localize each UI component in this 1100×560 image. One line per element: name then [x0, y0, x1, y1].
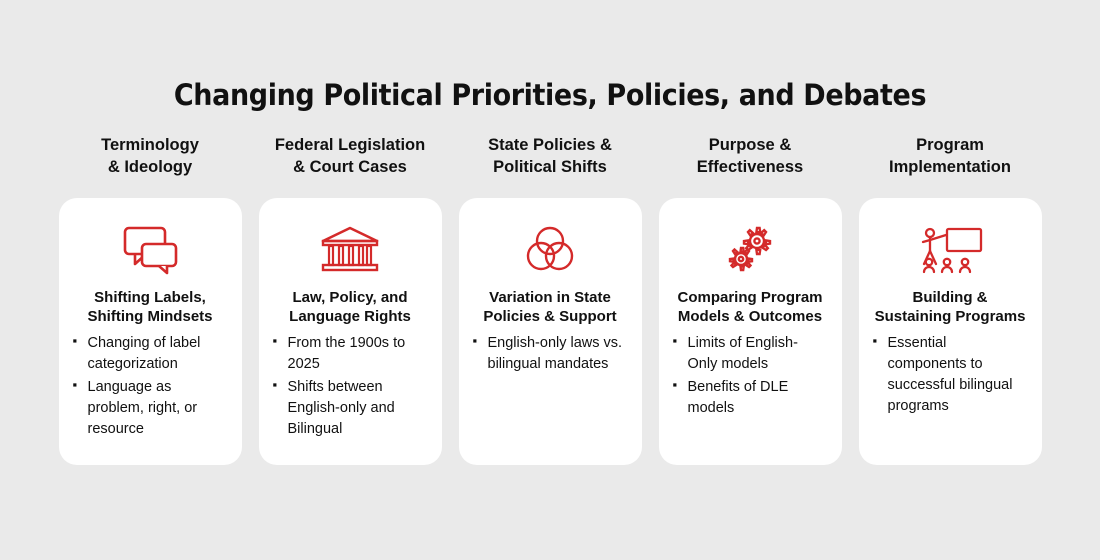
column-heading-line2: & Court Cases [293, 158, 407, 177]
column-heading [697, 134, 803, 190]
bullet-list [73, 333, 228, 442]
column-program-implementation [859, 134, 1042, 465]
bullet-list [473, 333, 628, 377]
column-heading-line1: State Policies & [488, 135, 612, 154]
column-heading-line2: & Ideology [107, 158, 193, 177]
column-heading-line1: Terminology [101, 135, 199, 154]
card-program-implementation[interactable] [859, 198, 1042, 465]
bullet-list [873, 333, 1028, 419]
gears-icon [715, 218, 785, 282]
list-item: ▪ Essential components to successful bilingual programs [873, 333, 1028, 417]
column-heading [488, 134, 612, 190]
card-terminology-ideology[interactable] [59, 198, 242, 465]
bullet-list [673, 333, 828, 421]
column-heading-line1: Purpose & [708, 135, 792, 154]
column-heading-line2: Effectiveness [696, 158, 804, 177]
column-purpose-effectiveness [659, 134, 842, 465]
venn-diagram-icon [515, 218, 585, 282]
list-item: ▪ Changing of label categorization [73, 333, 228, 375]
teacher-classroom-icon [913, 218, 987, 282]
page-title: Changing Political Priorities, Policies, and Debates [173, 78, 927, 112]
card-title: Building & Sustaining Programs [874, 288, 1026, 326]
column-terminology-ideology [59, 134, 242, 465]
bullet-list [273, 333, 428, 442]
card-title: Shifting Labels, Shifting Mindsets [87, 288, 213, 326]
card-title: Comparing Program Models & Outcomes [677, 288, 823, 326]
speech-bubbles-icon [115, 218, 185, 282]
column-heading [101, 134, 199, 190]
list-item: ▪ Language as problem, right, or resource [73, 377, 228, 440]
column-heading [889, 134, 1011, 190]
list-item: ▪ Benefits of DLE models [673, 377, 828, 419]
card-state-policies[interactable] [459, 198, 642, 465]
courthouse-icon [315, 218, 385, 282]
card-title: Variation in State Policies & Support [483, 288, 617, 326]
list-item: ▪ Shifts between English-only and Bilingual [273, 377, 428, 440]
card-federal-legislation[interactable] [259, 198, 442, 465]
card-purpose-effectiveness[interactable] [659, 198, 842, 465]
list-item: ▪ Limits of English-Only models [673, 333, 828, 375]
column-federal-legislation [259, 134, 442, 465]
column-state-policies [459, 134, 642, 465]
column-heading-line1: Program [916, 135, 984, 154]
column-group [0, 134, 1100, 465]
column-heading-line2: Political Shifts [493, 158, 607, 177]
card-title: Law, Policy, and Language Rights [289, 288, 411, 326]
column-heading-line2: Implementation [889, 158, 1011, 177]
list-item: ▪ English-only laws vs. bilingual mandates [473, 333, 628, 375]
column-heading-line1: Federal Legislation [274, 135, 426, 154]
list-item: ▪ From the 1900s to 2025 [273, 333, 428, 375]
column-heading [275, 134, 425, 190]
